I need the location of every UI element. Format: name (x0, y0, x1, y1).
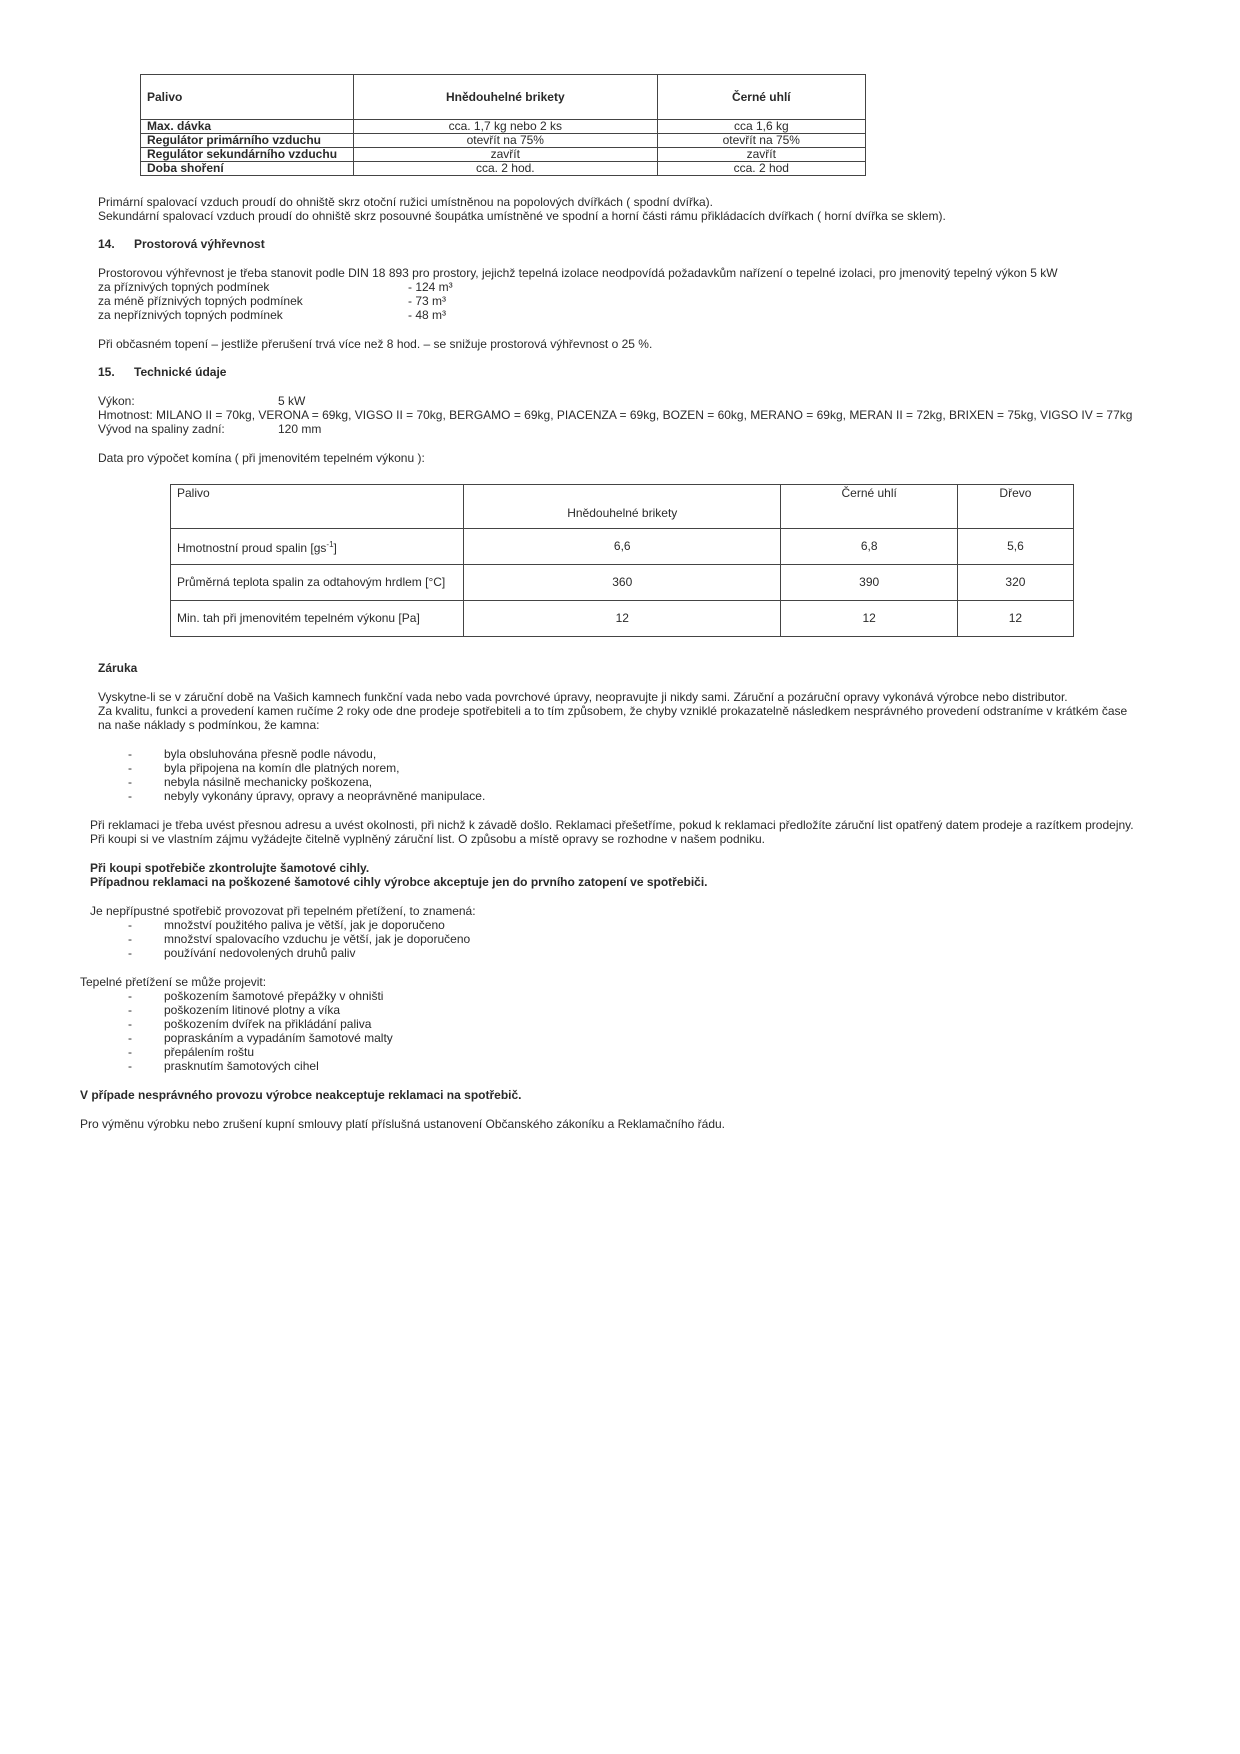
section-15-title: Technické údaje (134, 365, 227, 379)
overload-intro: Je nepřípustné spotřebič provozovat při tepelném přetížení, to znamená: (90, 904, 476, 918)
flue-label: Vývod na spaliny zadní: (98, 422, 225, 436)
effects-item: přepálením roštu (164, 1045, 255, 1059)
warranty-condition: nebyly vykonány úpravy, opravy a neoprávněné manipulace. (164, 789, 486, 803)
effects-item: prasknutím šamotových cihel (164, 1059, 319, 1073)
warranty-p1: Vyskytne-li se v záruční době na Vašich kamnech funkční vada nebo vada povrchové úpravy, neopravujte ji nikdy sami. Záruční a pozáruční opravy vykonává výrobce nebo distributor. (98, 690, 1068, 704)
list-dash: - (128, 747, 132, 761)
list-dash: - (128, 1003, 132, 1017)
effects-item: poškozením litinové plotny a víka (164, 1003, 341, 1017)
list-dash: - (128, 946, 132, 960)
t2-row-label: Průměrná teplota spalin za odtahovým hrdlem [°C] (171, 565, 464, 601)
t1-cell: cca. 1,7 kg nebo 2 ks (354, 120, 658, 134)
t2-header-briquettes: Hnědouhelné brikety (464, 485, 781, 529)
t2-header-coal: Černé uhlí (781, 485, 957, 529)
t1-cell: zavřít (354, 148, 658, 162)
effects-item: poškozením šamotové přepážky v ohništi (164, 989, 384, 1003)
fuel-settings-table (140, 74, 866, 176)
secondary-air-text: Sekundární spalovací vzduch proudí do ohniště skrz posouvné šoupátka umístněné ve spodní a horní části rámu přikládacích dvířkach ( horní dvířka se sklem). (98, 209, 946, 223)
power-label: Výkon: (98, 394, 135, 408)
chimney-intro: Data pro výpočet komína ( při jmenovitém tepelném výkonu ): (98, 451, 425, 465)
condition-label: za méně příznivých topných podmínek (98, 294, 303, 308)
t2-cell: 390 (781, 565, 957, 601)
t1-cell: zavřít (657, 148, 865, 162)
t2-header-fuel: Palivo (171, 485, 464, 529)
section-14-number: 14. (98, 237, 115, 251)
t1-row-label: Regulátor sekundárního vzduchu (141, 148, 354, 162)
warranty-condition: byla připojena na komín dle platných norem, (164, 761, 400, 775)
overload-item: množství použitého paliva je větší, jak je doporučeno (164, 918, 445, 932)
warranty-condition: nebyla násilně mechanicky poškozena, (164, 775, 373, 789)
t2-cell: 12 (464, 601, 781, 637)
t1-cell: cca. 2 hod. (354, 162, 658, 176)
t1-header-fuel: Palivo (141, 75, 354, 120)
t2-cell: 320 (957, 565, 1073, 601)
mass-text: Hmotnost: MILANO II = 70kg, VERONA = 69kg, VIGSO II = 70kg, BERGAMO = 69kg, PIACENZA = 69kg, BOZEN = 60kg, MERANO = 69kg, MERAN II = 72kg, BRIXEN = 75kg, VIGSO IV = 77kg (98, 408, 1133, 422)
claim-text-2: Při koupi si ve vlastním zájmu vyžádejte čitelně vyplněný záruční list. O způsobu a místě opravy se rozhodne v našem podniku. (90, 832, 765, 846)
t2-row-label-end: ] (333, 541, 337, 555)
t1-row-label: Max. dávka (141, 120, 354, 134)
condition-label: za nepříznivých topných podmínek (98, 308, 283, 322)
t1-row-label: Doba shoření (141, 162, 354, 176)
effects-item: popraskáním a vypadáním šamotové malty (164, 1031, 393, 1045)
warranty-p2a: Za kvalitu, funkci a provedení kamen ručíme 2 roky ode dne prodeje spotřebiteli a to tím způsobem, že chyby vzniklé prokazatelně následkem nesprávného provedení odstraníme v krátkém čase (98, 704, 1128, 718)
list-dash: - (128, 1045, 132, 1059)
power-value: 5 kW (278, 394, 306, 408)
overload-item: používání nedovolených druhů paliv (164, 946, 356, 960)
list-dash: - (128, 761, 132, 775)
list-dash: - (128, 1017, 132, 1031)
t2-cell: 360 (464, 565, 781, 601)
flue-value: 120 mm (278, 422, 322, 436)
t1-header-briquettes: Hnědouhelné brikety (354, 75, 658, 120)
t1-row-label: Regulátor primárního vzduchu (141, 134, 354, 148)
t2-cell: 12 (957, 601, 1073, 637)
effects-intro: Tepelné přetížení se může projevit: (80, 975, 267, 989)
condition-value: - 73 m³ (408, 294, 447, 308)
warranty-p2b: na naše náklady s podmínkou, že kamna: (98, 718, 320, 732)
effects-item: poškozením dvířek na přikládání paliva (164, 1017, 372, 1031)
final-text: Pro výměnu výrobku nebo zrušení kupní smlouvy platí příslušná ustanovení Občanského zákoníku a Reklamačního řádu. (80, 1117, 726, 1131)
t2-row-label: Min. tah při jmenovitém tepelném výkonu [Pa] (171, 601, 464, 637)
list-dash: - (128, 932, 132, 946)
t2-row-label (171, 529, 464, 565)
section-14-note: Při občasném topení – jestliže přerušení trvá více než 8 hod. – se snižuje prostorová výhřevnost o 25 %. (98, 337, 653, 351)
list-dash: - (128, 1031, 132, 1045)
warranty-condition: byla obsluhována přesně podle návodu, (164, 747, 377, 761)
t1-cell: cca 1,6 kg (657, 120, 865, 134)
chimney-data-table (170, 484, 1074, 637)
t2-row-label-text: Hmotnostní proud spalin [gs (177, 541, 327, 555)
list-dash: - (128, 1059, 132, 1073)
t2-header-wood: Dřevo (957, 485, 1073, 529)
overload-item: množství spalovacího vzduchu je větší, jak je doporučeno (164, 932, 471, 946)
list-dash: - (128, 918, 132, 932)
warranty-title: Záruka (98, 661, 138, 675)
t1-cell: otevřít na 75% (354, 134, 658, 148)
list-dash: - (128, 775, 132, 789)
condition-label: za příznivých topných podmínek (98, 280, 270, 294)
condition-value: - 48 m³ (408, 308, 447, 322)
condition-value: - 124 m³ (408, 280, 453, 294)
t1-cell: otevřít na 75% (657, 134, 865, 148)
t2-row-label-sup: -1 (326, 540, 334, 549)
section-15-number: 15. (98, 365, 115, 379)
bold-notice-1: Při koupi spotřebiče zkontrolujte šamotové cihly. (90, 861, 370, 875)
t1-header-coal: Černé uhlí (657, 75, 865, 120)
section-14-intro: Prostorovou výhřevnost je třeba stanovit podle DIN 18 893 pro prostory, jejichž tepelná izolace neodpovídá požadavkům nařízení o tepelné izolaci, pro jmenovitý tepelný výkon 5 kW (98, 266, 1058, 280)
t2-cell: 5,6 (957, 529, 1073, 565)
t1-cell: cca. 2 hod (657, 162, 865, 176)
t2-cell: 6,8 (781, 529, 957, 565)
list-dash: - (128, 989, 132, 1003)
list-dash: - (128, 789, 132, 803)
bold-notice-2: Případnou reklamaci na poškozené šamotové cihly výrobce akceptuje jen do prvního zatopení ve spotřebiči. (90, 875, 708, 889)
claim-text-1: Při reklamaci je třeba uvést přesnou adresu a uvést okolnosti, při nichž k závadě došlo. Reklamaci přešetříme, pokud k reklamaci předložíte záruční list opatřený datem prodeje a razítkem prodejny. (90, 818, 1134, 832)
t2-cell: 12 (781, 601, 957, 637)
section-14-title: Prostorová výhřevnost (134, 237, 265, 251)
t2-cell: 6,6 (464, 529, 781, 565)
primary-air-text: Primární spalovací vzduch proudí do ohniště skrz otoční ružici umístněnou na popolových dvířkách ( spodní dvířka). (98, 195, 713, 209)
final-bold-notice: V případe nesprávného provozu výrobce neakceptuje reklamaci na spotřebič. (80, 1088, 522, 1102)
